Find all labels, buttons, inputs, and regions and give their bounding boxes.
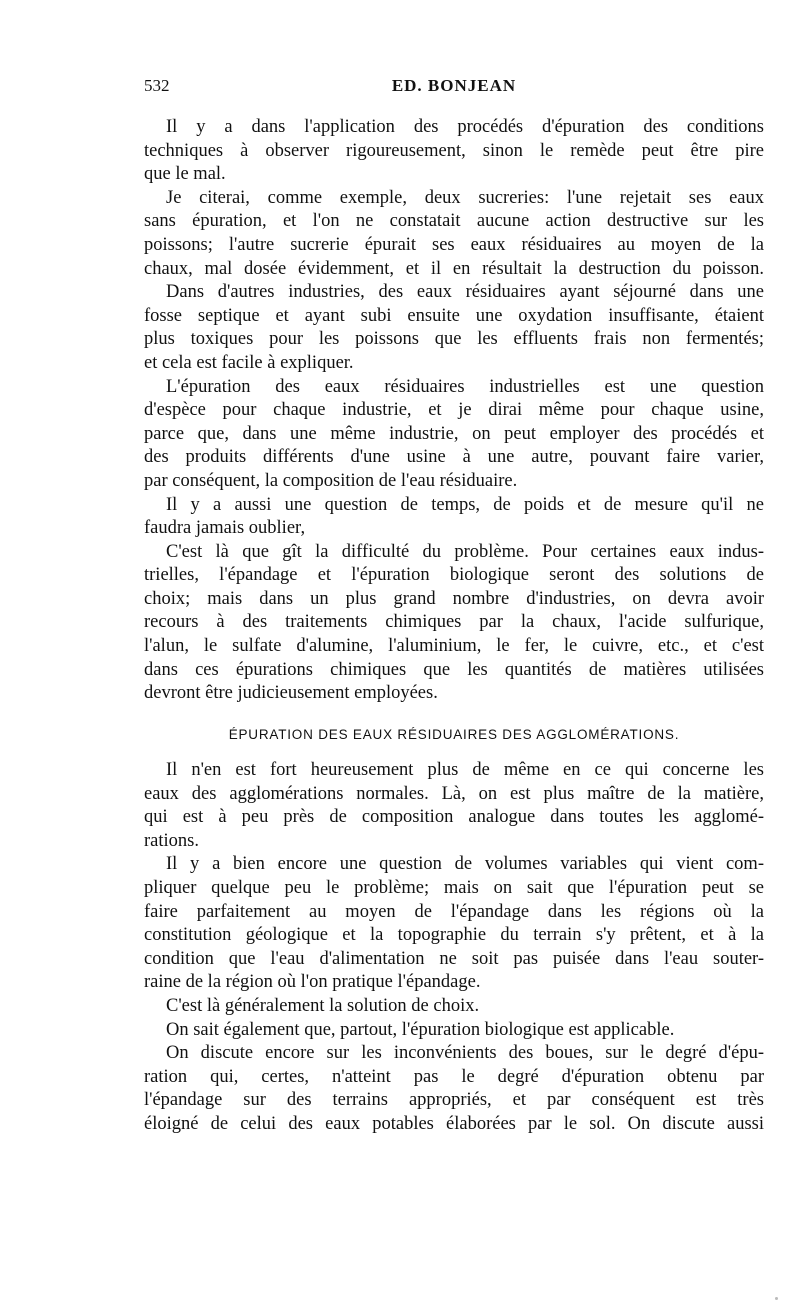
text-line: recours à des traitements chimiques par la chaux, l'acide sulfurique,: [144, 612, 764, 633]
text-line: techniques à observer rigoureusement, sinon le remède peut être pire: [144, 140, 764, 161]
text-line: Il y a aussi une question de temps, de poids et de mesure qu'il ne: [166, 494, 764, 515]
body-text-bottom: [144, 759, 764, 1137]
text-line: faire parfaitement au moyen de l'épandage dans les régions où la: [144, 901, 764, 922]
text-line: d'espèce pour chaque industrie, et je dirai même pour chaque usine,: [144, 400, 764, 421]
page-number: 532: [144, 76, 170, 95]
text-line: C'est là que gît la difficulté du problème. Pour certaines eaux indus-: [166, 541, 764, 562]
text-line: On discute encore sur les inconvénients des boues, sur le degré d'épu-: [166, 1043, 764, 1064]
text-line: pliquer quelque peu le problème; mais on sait que l'épuration peut se: [144, 877, 764, 898]
text-line: parce que, dans une même industrie, on peut employer des procédés et: [144, 423, 764, 444]
text-line: condition que l'eau d'alimentation ne soit pas puisée dans l'eau souter-: [144, 948, 764, 969]
text-line: éloigné de celui des eaux potables élaborées par le sol. On discute aussi: [144, 1113, 764, 1134]
text-line: chaux, mal dosée évidemment, et il en résultait la destruction du poisson.: [144, 258, 764, 279]
text-line: sans épuration, et l'on ne constatait aucune action destructive sur les: [144, 211, 764, 232]
text-line: eaux des agglomérations normales. Là, on est plus maître de la matière,: [144, 783, 764, 804]
text-line: Je citerai, comme exemple, deux sucreries: l'une rejetait ses eaux: [166, 187, 764, 208]
body-text-top: [144, 116, 764, 706]
text-line: plus toxiques pour les poissons que les effluents frais non fermentés;: [144, 329, 764, 350]
text-line: Il n'en est fort heureusement plus de même en ce qui concerne les: [166, 760, 764, 780]
text-line: dans ces épurations chimiques que les quantités de matières utilisées: [144, 659, 764, 680]
text-line: On sait également que, partout, l'épuration biologique est applicable.: [166, 1019, 675, 1040]
text-line: faudra jamais oublier,: [144, 518, 306, 539]
text-line: poissons; l'autre sucrerie épurait ses eaux résiduaires au moyen de la: [144, 234, 764, 255]
text-line: Il y a dans l'application des procédés d'épuration des conditions: [166, 117, 764, 137]
text-line: raine de la région où l'on pratique l'épandage.: [144, 972, 481, 993]
text-line: Dans d'autres industries, des eaux résiduaires ayant séjourné dans une: [166, 282, 764, 303]
text-line: qui est à peu près de composition analogue dans toutes les agglomé-: [144, 807, 764, 828]
running-head: ED. BONJEAN: [391, 76, 517, 95]
text-line: Il y a bien encore une question de volumes variables qui vient com-: [166, 854, 764, 875]
text-line: et cela est facile à expliquer.: [144, 352, 354, 373]
section-heading: ÉPURATION DES EAUX RÉSIDUAIRES DES AGGLOMÉRATIONS.: [228, 727, 680, 742]
page-header: [144, 72, 764, 100]
text-line: choix; mais dans un plus grand nombre d'industries, on devra avoir: [144, 588, 764, 609]
text-line: devront être judicieusement employées.: [144, 683, 438, 704]
text-line: que le mal.: [144, 164, 226, 185]
text-line: l'alun, le sulfate d'alumine, l'aluminium, le fer, le cuivre, etc., et c'est: [144, 636, 764, 657]
text-line: par conséquent, la composition de l'eau résiduaire.: [144, 470, 518, 491]
text-line: C'est là généralement la solution de choix.: [166, 995, 480, 1016]
text-line: rations.: [144, 830, 199, 851]
text-line: l'épandage sur des terrains appropriés, et par conséquent est très: [144, 1090, 764, 1111]
text-line: ration qui, certes, n'atteint pas le degré d'épuration obtenu par: [144, 1066, 764, 1087]
text-line: L'épuration des eaux résiduaires industrielles est une question: [166, 376, 764, 397]
text-line: constitution géologique et la topographie du terrain s'y prêtent, et à la: [144, 925, 764, 946]
text-line: des produits différents d'une usine à une autre, pouvant faire varier,: [144, 447, 764, 468]
text-line: trielles, l'épandage et l'épuration biologique seront des solutions de: [144, 565, 764, 586]
paper-speck: [775, 1297, 778, 1300]
text-line: fosse septique et ayant subi ensuite une oxydation insuffisante, étaient: [144, 305, 764, 326]
